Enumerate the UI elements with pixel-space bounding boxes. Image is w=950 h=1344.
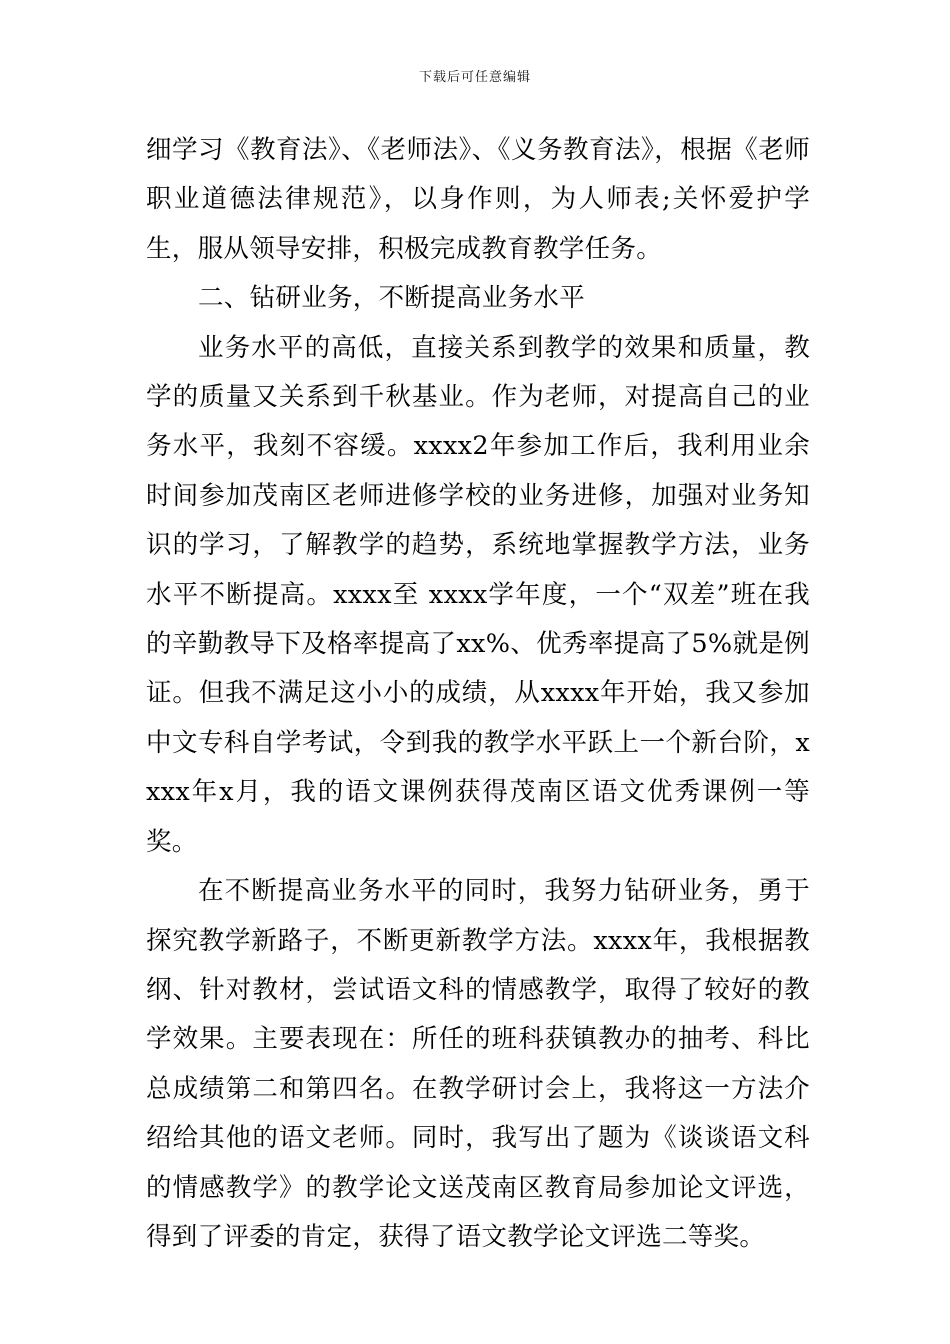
paragraph-continuation: 细学习《教育法》、《老师法》、《义务教育法》，根据《老师职业道德法律规范》，以身作则，为人师表;关怀爱护学生，服从领导安排，积极完成教育教学任务。	[146, 135, 810, 264]
document-body	[146, 126, 810, 1262]
paragraph-business-level: 业务水平的高低，直接关系到教学的效果和质量，教学的质量又关系到千秋基业。作为老师，对提高自己的业务水平，我刻不容缓。xxxx2年参加工作后，我利用业余时间参加茂南区老师进修学校的业务进修，加强对业务知识的学习，了解教学的趋势，系统地掌握教学方法，业务水平不断提高。xxxx至 xxxx学年度，一个“双差”班在我的辛勤教导下及格率提高了xx%、优秀率提高了5%就是例证。但我不满足这小小的成绩，从xxxx年开始，我又参加中文专科自学考试，令到我的教学水平跃上一个新台阶，xxxx年x月，我的语文课例获得茂南区语文优秀课例一等奖。	[146, 332, 810, 857]
section-heading: 二、钻研业务，不断提高业务水平	[198, 283, 586, 314]
header-note: 下载后可任意编辑	[418, 70, 531, 85]
paragraph-teaching-research: 在不断提高业务水平的同时，我努力钻研业务，勇于探究教学新路子，不断更新教学方法。xxxx年，我根据教纲、针对教材，尝试语文科的情感教学，取得了较好的教学效果。主要表现在：所任的班科获镇教办的抽考、科比总成绩第二和第四名。在教学研讨会上，我将这一方法介绍给其他的语文老师。同时，我写出了题为《谈谈语文科的情感教学》的教学论文送茂南区教育局参加论文评选，得到了评委的肯定，获得了语文教学论文评选二等奖。	[146, 876, 810, 1252]
